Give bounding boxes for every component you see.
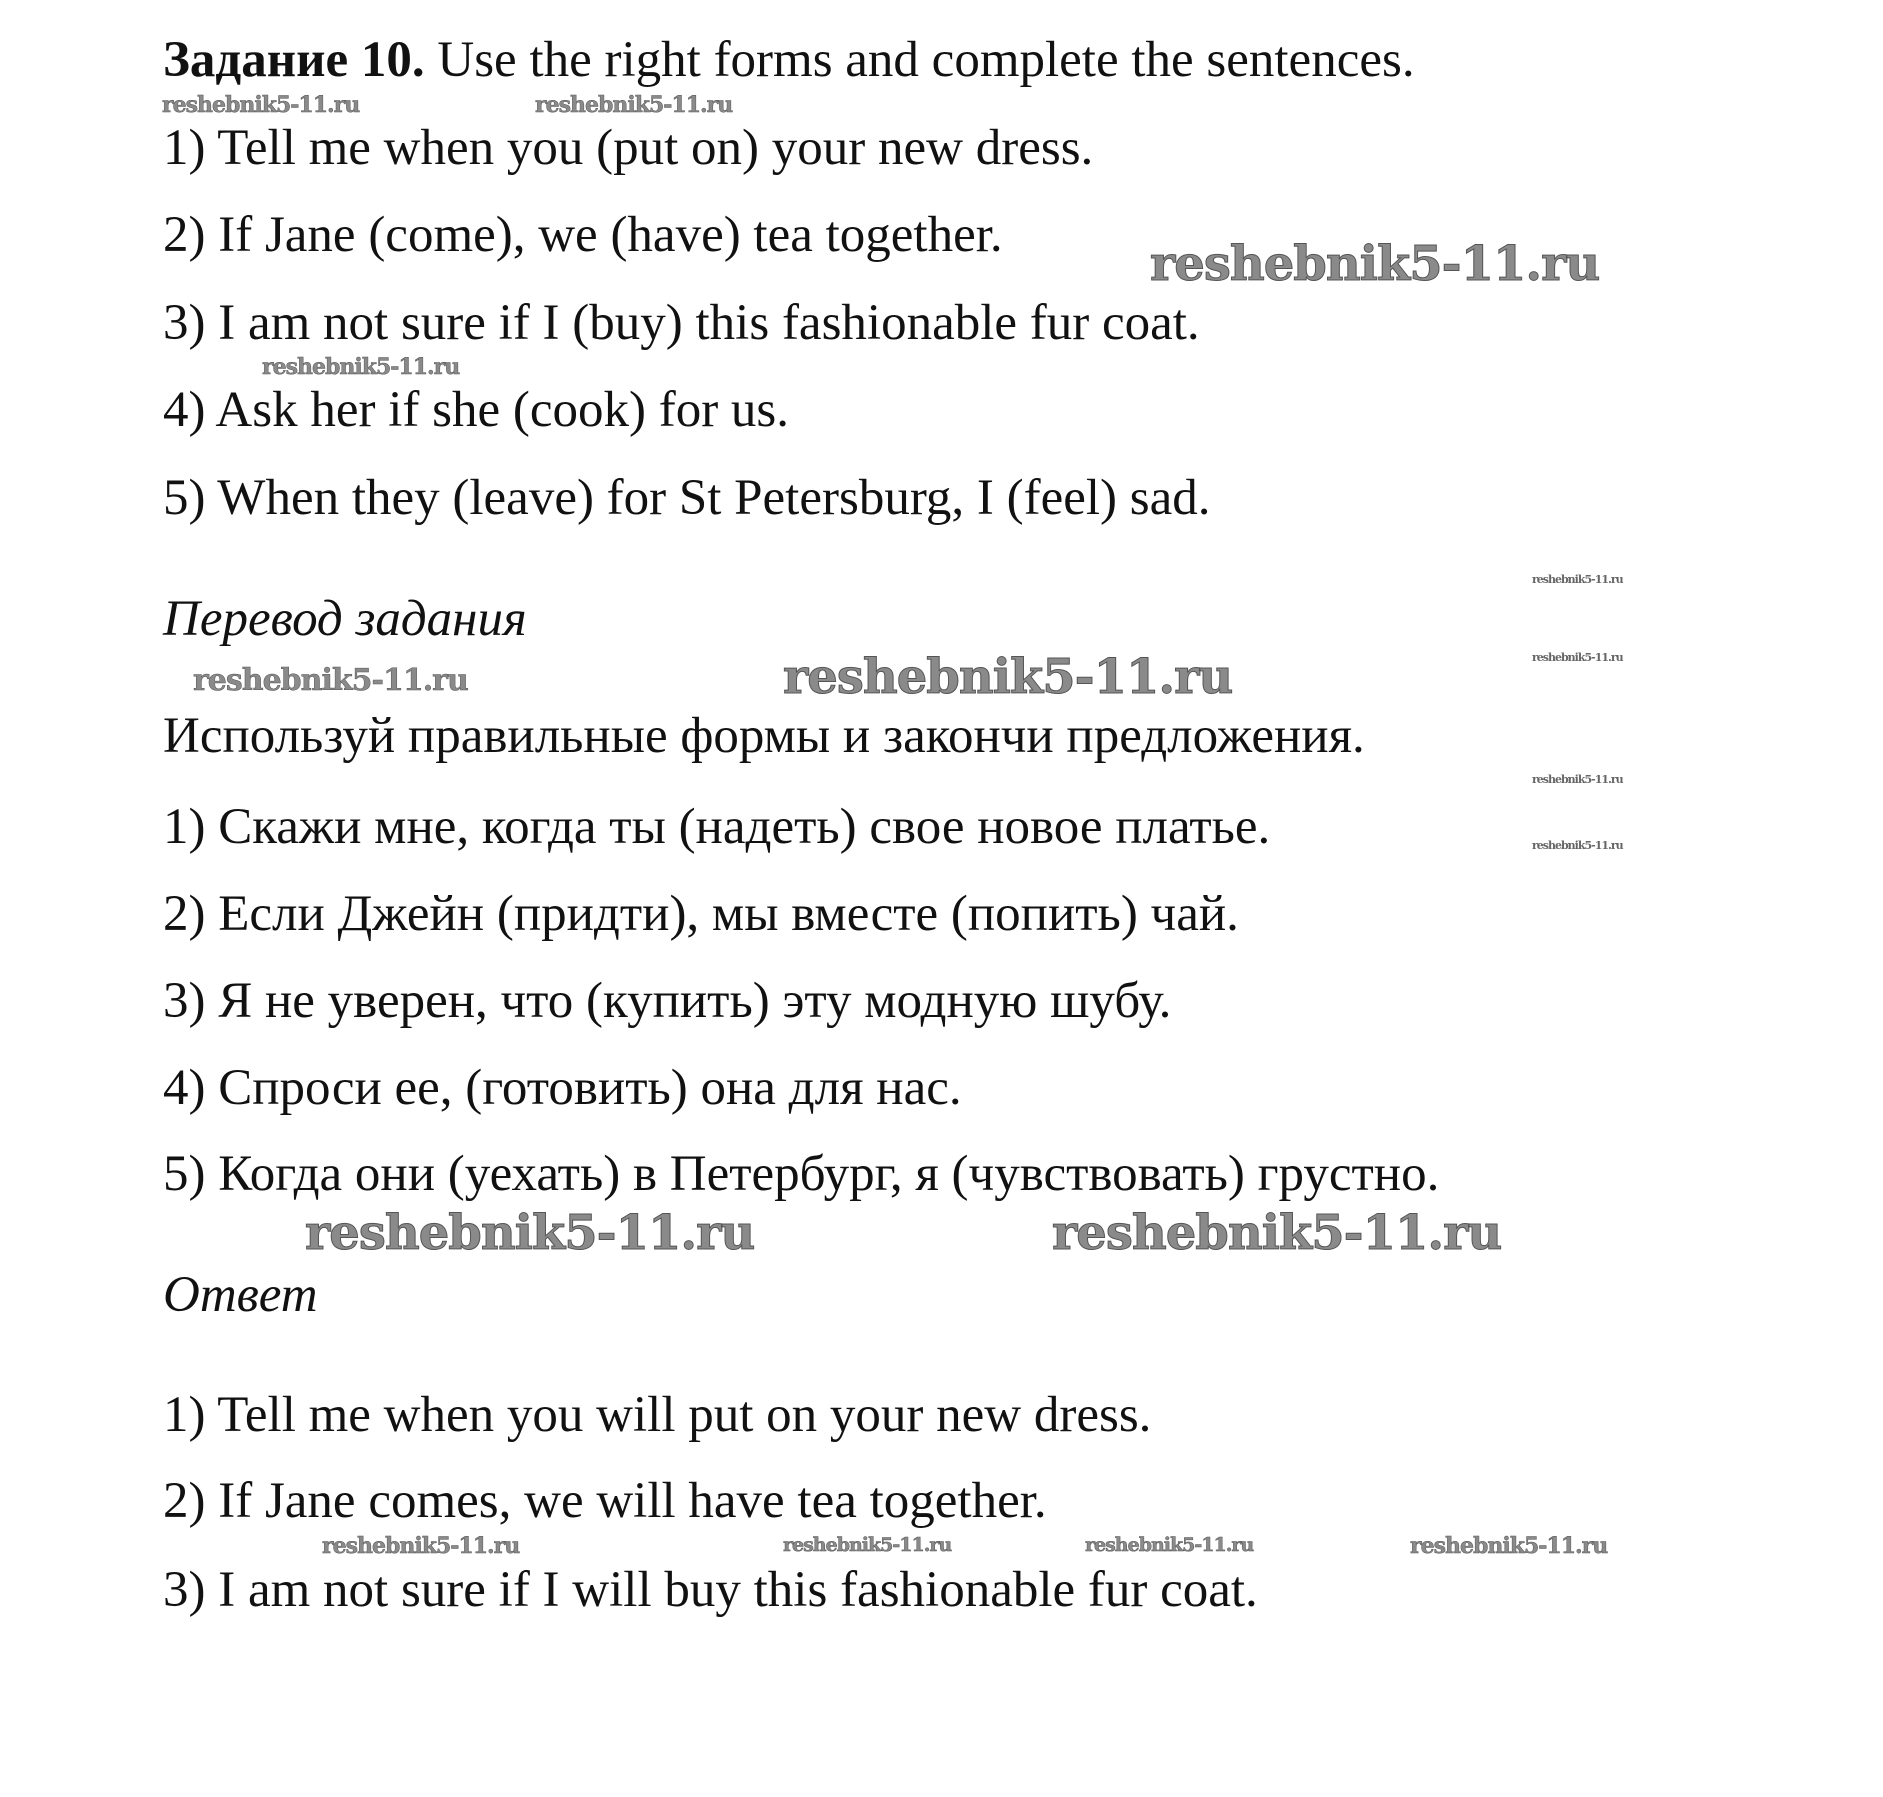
- watermark: reshebnik5-11.ru: [783, 1534, 952, 1556]
- task-title: [163, 30, 1415, 90]
- answer-sentence-3: 3) I am not sure if I will buy this fashionable fur coat.: [163, 1562, 1258, 1618]
- watermark: reshebnik5-11.ru: [305, 1205, 755, 1261]
- task-sentence-1: 1) Tell me when you (put on) your new dress.: [163, 120, 1094, 176]
- translation-sentence-4: 4) Спроси ее, (готовить) она для нас.: [163, 1060, 962, 1116]
- watermark: reshebnik5-11.ru: [162, 92, 360, 118]
- watermark: reshebnik5-11.ru: [1150, 236, 1600, 292]
- translation-instruction: Используй правильные формы и закончи предложения.: [163, 708, 1365, 764]
- task-sentence-3: 3) I am not sure if I (buy) this fashionable fur coat.: [163, 295, 1200, 351]
- task-number: Задание 10.: [163, 32, 425, 88]
- translation-sentence-5: 5) Когда они (уехать) в Петербург, я (чувствовать) грустно.: [163, 1146, 1440, 1202]
- watermark: reshebnik5-11.ru: [262, 354, 460, 380]
- answer-sentence-1: 1) Tell me when you will put on your new dress.: [163, 1387, 1152, 1443]
- answer-heading: Ответ: [163, 1267, 318, 1323]
- translation-heading: Перевод задания: [163, 591, 527, 647]
- watermark: reshebnik5-11.ru: [1532, 773, 1623, 786]
- translation-sentence-1: 1) Скажи мне, когда ты (надеть) свое новое платье.: [163, 799, 1271, 855]
- watermark: reshebnik5-11.ru: [535, 92, 733, 118]
- watermark: reshebnik5-11.ru: [783, 649, 1233, 705]
- task-instruction: Use the right forms and complete the sentences.: [437, 32, 1415, 88]
- task-sentence-2: 2) If Jane (come), we (have) tea together.: [163, 207, 1003, 263]
- translation-sentence-3: 3) Я не уверен, что (купить) эту модную шубу.: [163, 973, 1172, 1029]
- answer-sentence-2: 2) If Jane comes, we will have tea together.: [163, 1473, 1047, 1529]
- watermark: reshebnik5-11.ru: [322, 1533, 520, 1559]
- watermark: reshebnik5-11.ru: [1532, 573, 1623, 586]
- translation-sentence-2: 2) Если Джейн (придти), мы вместе (попить) чай.: [163, 886, 1239, 942]
- watermark: reshebnik5-11.ru: [1532, 651, 1623, 664]
- watermark: reshebnik5-11.ru: [1052, 1205, 1502, 1261]
- task-sentence-4: 4) Ask her if she (cook) for us.: [163, 382, 790, 438]
- watermark: reshebnik5-11.ru: [1085, 1534, 1254, 1556]
- watermark: reshebnik5-11.ru: [1410, 1533, 1608, 1559]
- task-sentence-5: 5) When they (leave) for St Petersburg, I (feel) sad.: [163, 470, 1211, 526]
- watermark: reshebnik5-11.ru: [193, 663, 468, 698]
- watermark: reshebnik5-11.ru: [1532, 839, 1623, 852]
